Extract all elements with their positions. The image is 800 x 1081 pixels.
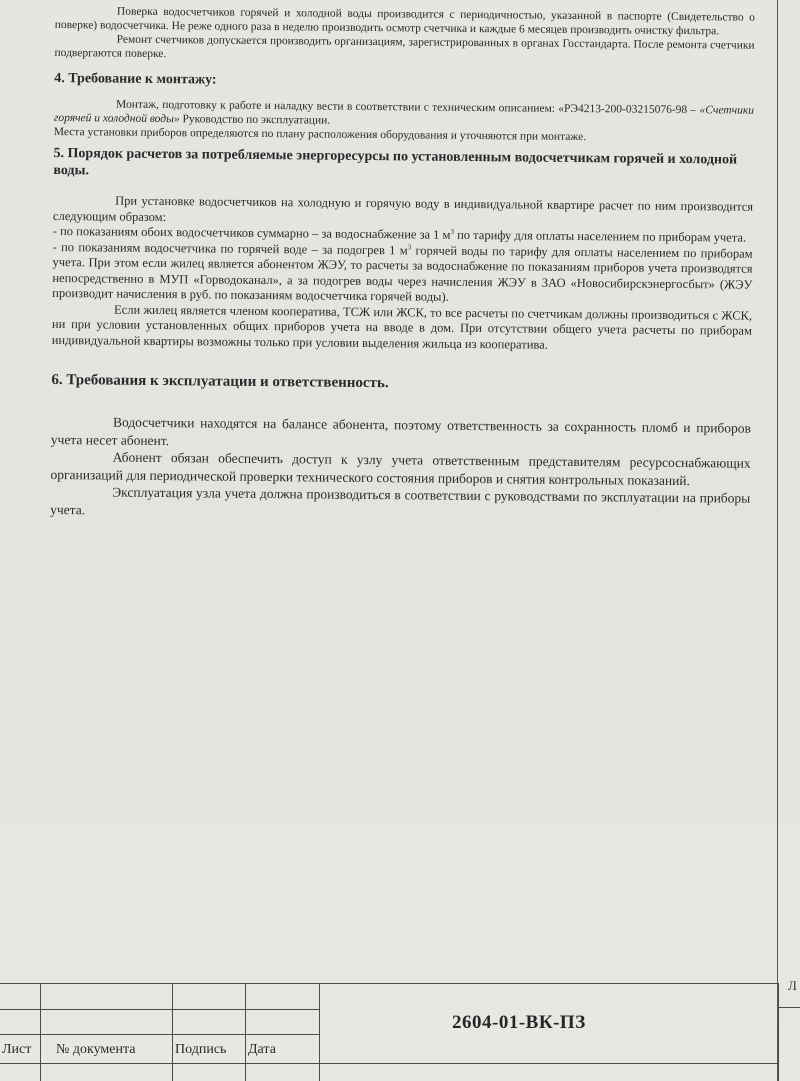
- paragraph-balance: Водосчетчики находятся на балансе абонента, поэтому ответственность за сохранность пломб и приборов учета несет абонент.: [50, 414, 752, 448]
- paragraph-verification: Поверка водосчетчиков горячей и холодной воды производится с периодичностью, указанной в паспорте (Свидетельство о поверке) водосчетчика. Не реже одного раза в неделю производить осмотр счетчика и каждые 6 месяцев производить очистку фильтра.: [54, 5, 755, 38]
- title-block-divider: [40, 983, 41, 1081]
- paragraph-repair: Ремонт счетчиков допускается производить организациям, зарегистрированных в органах Госстандарта. После ремонта счетчики подвергаются поверке.: [54, 33, 755, 61]
- column-document-label: № документа: [56, 1042, 136, 1057]
- title-block-line: [0, 983, 778, 984]
- paragraph-installation: Монтаж, подготовку к работе и наладку вести в соответствии с техническим описанием: «РЭ4213-200-03215076-98 – «Счетчики горячей и холодной воды» Руководство по эксплуатации.: [53, 98, 755, 127]
- title-block-divider: [245, 983, 246, 1081]
- title-block-divider: [172, 983, 173, 1081]
- section-3-continuation: [54, 4, 755, 67]
- section-4-body: [54, 97, 754, 146]
- list-item-hot-water: - по показаниям водосчетчика по горячей воде – за подогрев 1 $м^3$ горячей воды по тарифу для оплаты населением по приборам учета. При этом если жилец является абонентом ЖЭУ, то расчеты за водоснабжение по показаниям приборов учета производятся непосредственно в МУП «Горводоканал», а за подогрев воды через начисления ЖЭУ в ЗАО «Новосибирскэнергосбыт» (ЖЭУ производит начисления в руб. по показаниям водосчетчика горячей воды).: [52, 239, 753, 304]
- title-block-line: [0, 1034, 320, 1035]
- section-6-heading: 6. Требования к эксплуатации и ответственность.: [51, 371, 389, 392]
- column-date-label: Дата: [248, 1042, 276, 1057]
- paragraph-operation: Эксплуатация узла учета должна производиться в соответствии с руководствами по эксплуатации на приборы учета.: [50, 484, 751, 517]
- section-4-heading: 4. Требование к монтажу:: [54, 70, 217, 88]
- paragraph-cooperative: Если жилец является членом кооператива, ТСЖ или ЖСК, то все расчеты по счетчикам должны производиться с ЖСК, ни при условии установленных общих приборов учета на вводе в дом. При отсутствии общего учета расчеты по приборам индивидуальной квартиры возможны только при условии выделения жильца из кооператива.: [51, 302, 753, 352]
- section-6-body: [50, 413, 751, 525]
- title-block: [0, 975, 800, 1081]
- paragraph-calculation-intro: При установке водосчетчиков на холодную и горячую воду в индивидуальной квартире расчет по ним производится следующим образом:: [52, 193, 754, 224]
- title-block-line: [778, 1007, 800, 1008]
- paragraph-access: Абонент обязан обеспечить доступ к узлу учета ответственным представителям ресурсоснабжающих организаций для периодической проверки технического состояния приборов и снятия контрольных показаний.: [50, 449, 751, 488]
- title-block-line: [0, 1009, 320, 1010]
- paragraph-placement: Места установки приборов определяются по плану расположения оборудования и уточняются при монтаже.: [53, 125, 587, 144]
- frame-border-right: [777, 0, 778, 1081]
- section-5-heading: 5. Порядок расчетов за потребляемые энергоресурсы по установленным водосчетчикам горячей и холодной воды.: [53, 145, 738, 179]
- title-block-divider: [319, 983, 320, 1081]
- document-code: 2604-01-ВК-ПЗ: [452, 1012, 586, 1033]
- title-block-line: [0, 1063, 778, 1064]
- column-sheet-label: Лист: [2, 1042, 32, 1057]
- sheet-corner-label: Л: [788, 978, 797, 993]
- list-item-cold-water: - по показаниям обоих водосчетчиков суммарно – за водоснабжение за 1 $м^3$ по тарифу для оплаты населением по приборам учета.: [52, 223, 747, 245]
- title-block-divider: [778, 983, 779, 1081]
- section-5-body: [52, 193, 753, 355]
- document-body: [50, 4, 755, 525]
- column-signature-label: Подпись: [175, 1042, 227, 1057]
